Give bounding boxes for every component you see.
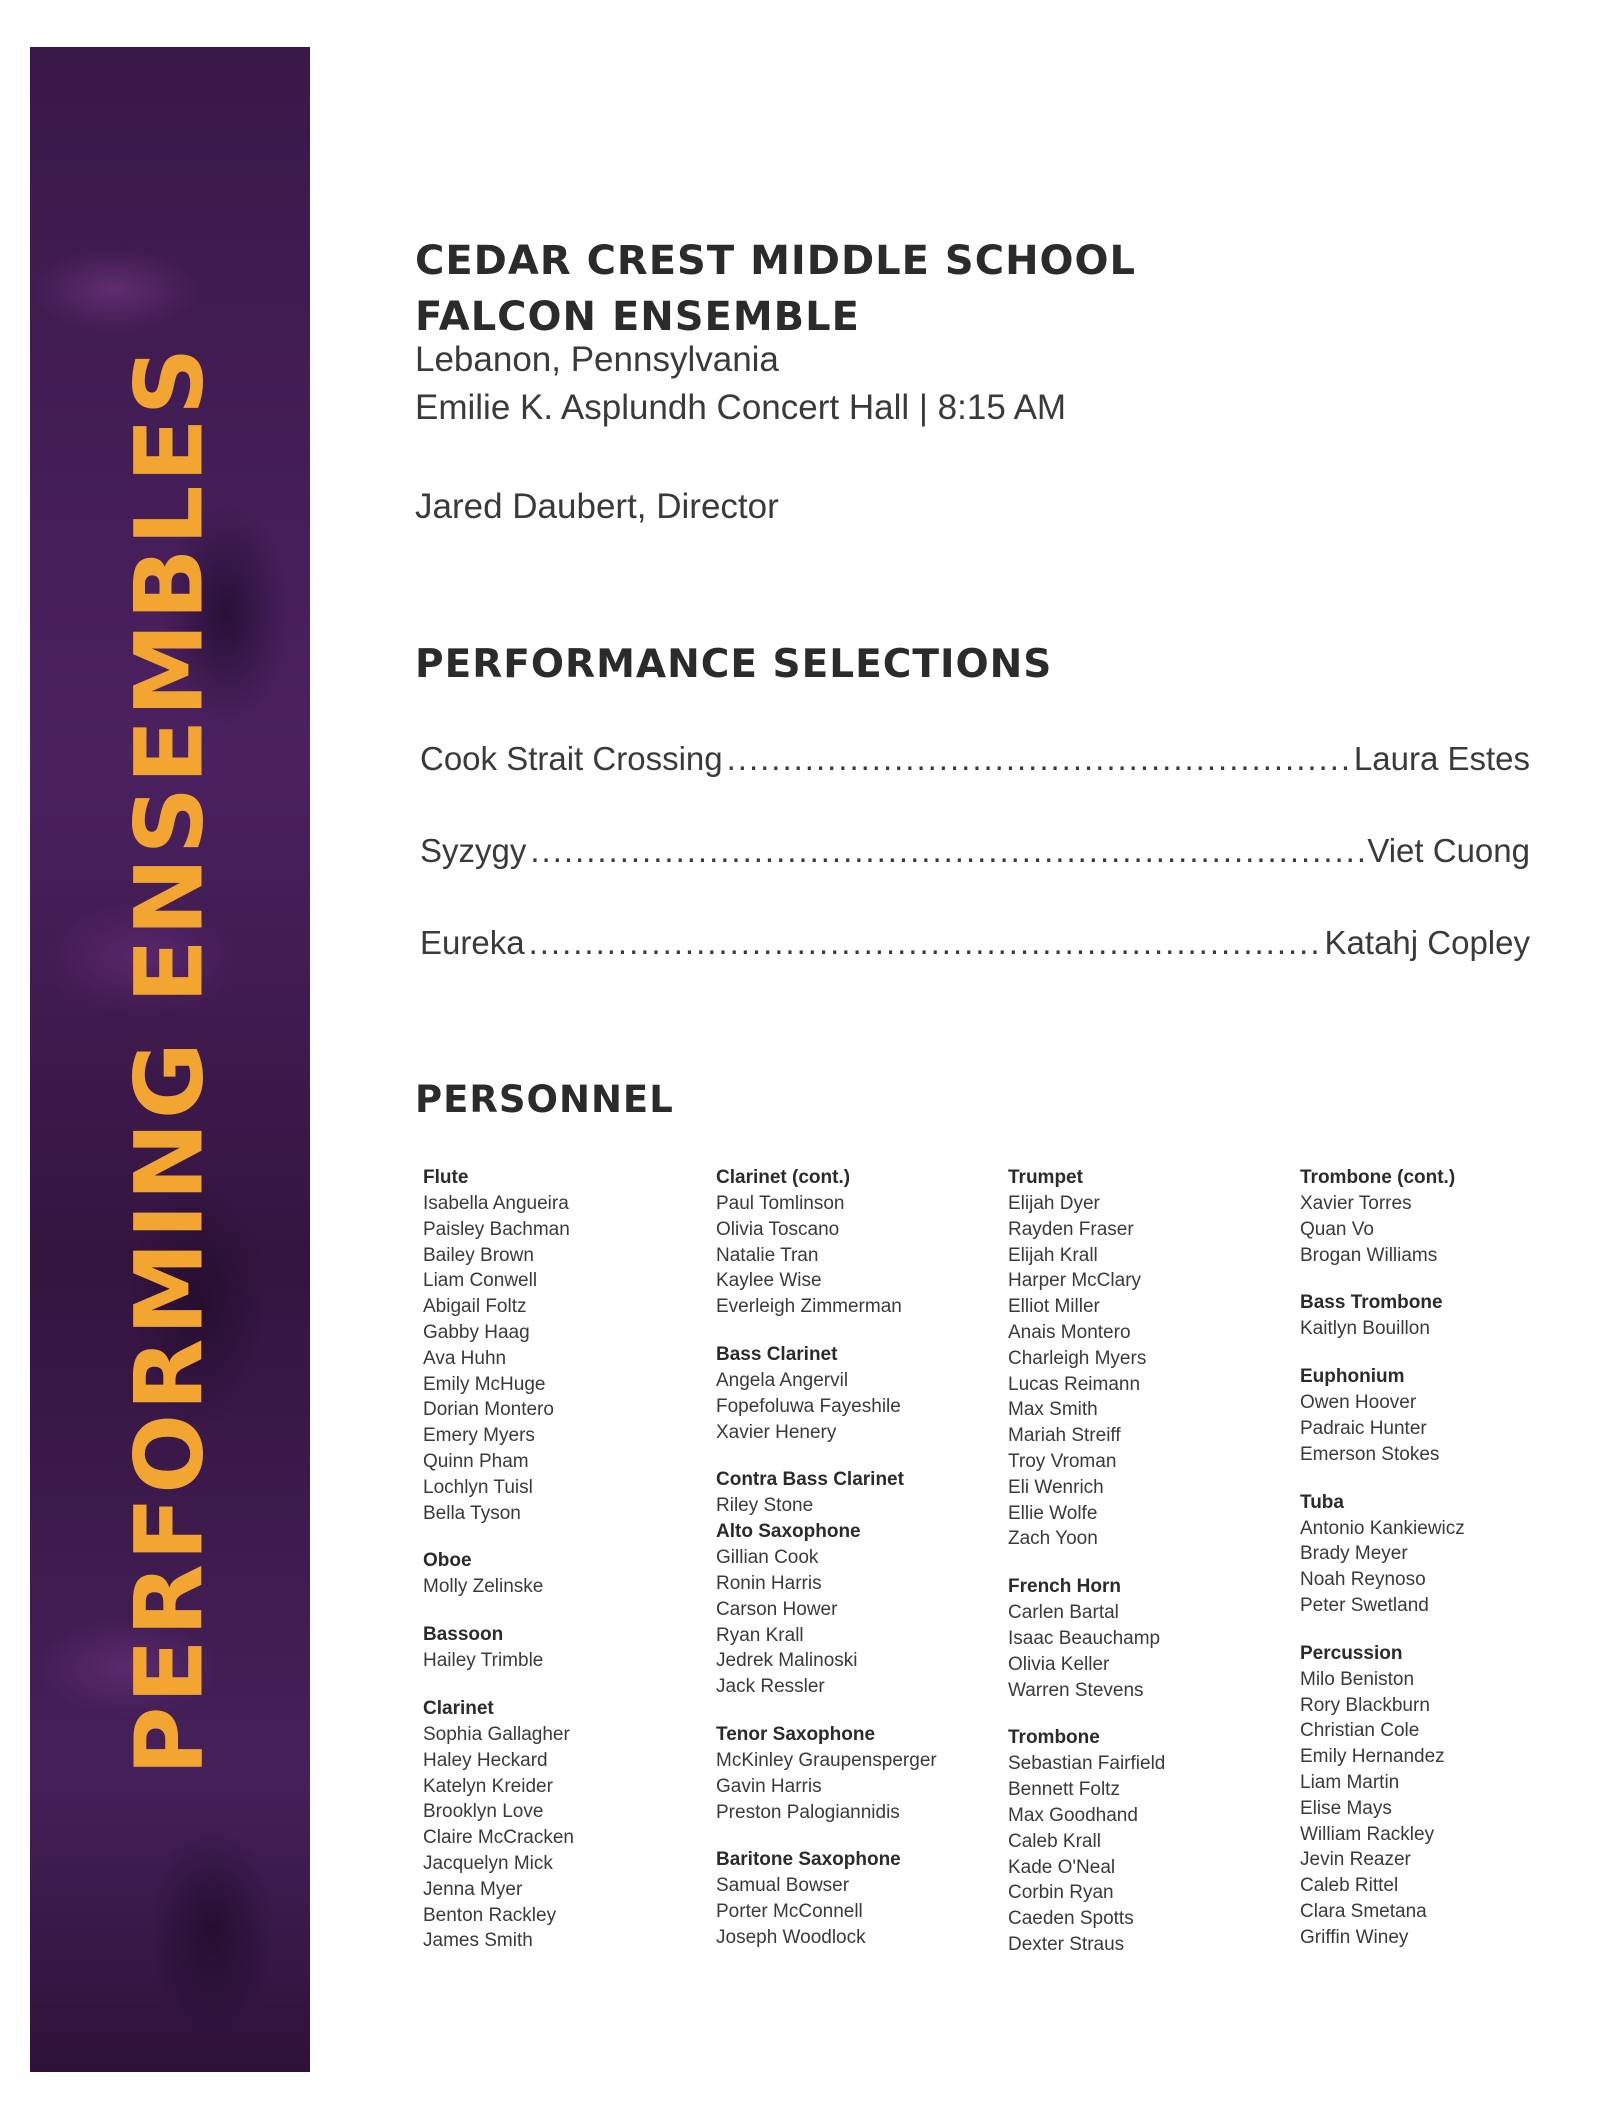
selection-row	[420, 740, 1530, 778]
instrument-section	[716, 1342, 986, 1445]
instrument-heading: French Horn	[1008, 1576, 1121, 1598]
member-name: Paisley Bachman	[423, 1218, 570, 1240]
member-name: Ava Huhn	[423, 1347, 507, 1369]
member-name: Kaitlyn Bouillon	[1300, 1318, 1430, 1340]
selection-title: Eureka	[420, 924, 525, 961]
instrument-heading: Flute	[423, 1167, 469, 1188]
instrument-heading: Alto Saxophone	[716, 1521, 861, 1543]
member-name: Kade O'Neal	[1008, 1856, 1116, 1878]
instrument-heading: Trombone	[1008, 1727, 1100, 1749]
instrument-section	[1300, 1364, 1570, 1467]
instrument-heading: Baritone Saxophone	[716, 1849, 901, 1871]
member-name: Molly Zelinske	[423, 1576, 544, 1598]
selection-row	[420, 832, 1530, 870]
member-name: McKinley Graupensperger	[716, 1749, 937, 1771]
instrument-section	[1008, 1165, 1278, 1552]
selection-composer: Viet Cuong	[1367, 832, 1530, 869]
member-name: Brooklyn Love	[423, 1801, 544, 1823]
dot-leader	[530, 832, 1363, 870]
member-name: Jack Ressler	[716, 1676, 825, 1698]
member-name: Liam Conwell	[423, 1270, 538, 1292]
member-name: Claire McCracken	[423, 1827, 574, 1849]
instrument-section	[423, 1696, 693, 1954]
instrument-section	[716, 1165, 986, 1320]
member-name: Porter McConnell	[716, 1901, 863, 1923]
member-name: Fopefoluwa Fayeshile	[716, 1395, 901, 1417]
member-name: Brogan Williams	[1300, 1244, 1438, 1266]
instrument-section	[1300, 1490, 1570, 1619]
member-name: Everleigh Zimmerman	[716, 1296, 902, 1318]
member-name: Padraic Hunter	[1300, 1417, 1427, 1439]
member-name: Dexter Straus	[1008, 1933, 1125, 1955]
member-name: Katelyn Kreider	[423, 1775, 553, 1797]
instrument-section	[1008, 1725, 1278, 1957]
instrument-heading: Trombone (cont.)	[1300, 1167, 1456, 1188]
member-name: Bennett Foltz	[1008, 1779, 1120, 1801]
member-name: Xavier Henery	[716, 1421, 837, 1443]
member-name: Sophia Gallagher	[423, 1723, 570, 1745]
school-name: CEDAR CREST MIDDLE SCHOOL	[415, 238, 1137, 284]
dot-leader	[529, 924, 1321, 962]
member-name: Ellie Wolfe	[1008, 1502, 1098, 1524]
instrument-section	[716, 1519, 986, 1700]
personnel-column-4	[1300, 1165, 1570, 1973]
instrument-heading: Euphonium	[1300, 1366, 1405, 1388]
personnel-column-1	[423, 1165, 693, 1976]
member-name: Harper McClary	[1008, 1270, 1142, 1292]
member-name: Elijah Krall	[1008, 1244, 1098, 1266]
instrument-heading: Clarinet	[423, 1697, 494, 1719]
member-name: Milo Beniston	[1300, 1668, 1415, 1690]
instrument-heading: Bass Clarinet	[716, 1343, 838, 1365]
member-name: Carlen Bartal	[1008, 1602, 1119, 1624]
member-name: Elliot Miller	[1008, 1296, 1100, 1318]
member-name: William Rackley	[1300, 1823, 1435, 1845]
member-name: Emily Hernandez	[1300, 1746, 1445, 1768]
selection-title: Cook Strait Crossing	[420, 740, 723, 777]
member-name: Jedrek Malinoski	[716, 1650, 858, 1672]
selection-composer: Laura Estes	[1353, 740, 1530, 777]
member-name: Caleb Rittel	[1300, 1875, 1399, 1897]
member-name: Carson Hower	[716, 1598, 838, 1620]
selections-heading: PERFORMANCE SELECTIONS	[415, 642, 1053, 687]
instrument-heading: Clarinet (cont.)	[716, 1167, 851, 1188]
member-name: Clara Smetana	[1300, 1900, 1427, 1922]
dot-leader	[727, 740, 1350, 778]
member-name: Warren Stevens	[1008, 1679, 1144, 1701]
selection-row	[420, 924, 1530, 962]
member-name: Riley Stone	[716, 1495, 814, 1517]
member-name: Lucas Reimann	[1008, 1373, 1141, 1395]
member-name: Ryan Krall	[716, 1624, 804, 1646]
member-name: Emily McHuge	[423, 1373, 546, 1395]
member-name: Kaylee Wise	[716, 1270, 822, 1292]
member-name: Preston Palogiannidis	[716, 1801, 900, 1823]
member-name: Emery Myers	[423, 1425, 535, 1447]
member-name: Antonio Kankiewicz	[1300, 1517, 1465, 1539]
instrument-heading: Percussion	[1300, 1642, 1403, 1664]
member-name: Gavin Harris	[716, 1775, 822, 1797]
member-name: Max Smith	[1008, 1399, 1098, 1421]
member-name: Isaac Beauchamp	[1008, 1627, 1161, 1649]
instrument-heading: Tuba	[1300, 1491, 1344, 1513]
instrument-section	[1300, 1165, 1570, 1268]
venue-time: Emilie K. Asplundh Concert Hall | 8:15 AM	[415, 388, 1067, 427]
member-name: Corbin Ryan	[1008, 1882, 1114, 1904]
member-name: Paul Tomlinson	[716, 1193, 845, 1214]
member-name: Dorian Montero	[423, 1399, 554, 1421]
side-banner	[30, 47, 310, 2072]
personnel-heading: PERSONNEL	[415, 1078, 674, 1121]
instrument-heading: Oboe	[423, 1550, 472, 1572]
member-name: Peter Swetland	[1300, 1594, 1429, 1616]
instrument-heading: Tenor Saxophone	[716, 1723, 876, 1745]
member-name: Ronin Harris	[716, 1572, 822, 1594]
location: Lebanon, Pennsylvania	[415, 340, 779, 379]
member-name: Rory Blackburn	[1300, 1694, 1430, 1716]
instrument-section	[423, 1622, 693, 1674]
member-name: Natalie Tran	[716, 1244, 819, 1266]
member-name: Olivia Toscano	[716, 1218, 840, 1240]
member-name: Troy Vroman	[1008, 1450, 1117, 1472]
member-name: Quinn Pham	[423, 1450, 529, 1472]
member-name: Bailey Brown	[423, 1244, 534, 1266]
instrument-section	[716, 1467, 986, 1519]
instrument-section	[1300, 1290, 1570, 1342]
member-name: Sebastian Fairfield	[1008, 1753, 1166, 1775]
instrument-heading: Bassoon	[423, 1624, 504, 1646]
member-name: Samual Bowser	[716, 1875, 850, 1897]
member-name: Bella Tyson	[423, 1502, 521, 1524]
instrument-section	[1008, 1574, 1278, 1703]
member-name: Owen Hoover	[1300, 1392, 1417, 1414]
member-name: Elise Mays	[1300, 1797, 1392, 1819]
selection-title: Syzygy	[420, 832, 527, 869]
member-name: Gabby Haag	[423, 1321, 530, 1343]
member-name: Angela Angervil	[716, 1369, 849, 1391]
member-name: Lochlyn Tuisl	[423, 1476, 533, 1498]
member-name: Zach Yoon	[1008, 1528, 1098, 1550]
member-name: Eli Wenrich	[1008, 1476, 1104, 1498]
member-name: Isabella Angueira	[423, 1193, 569, 1214]
member-name: Jenna Myer	[423, 1878, 523, 1900]
member-name: Gillian Cook	[716, 1547, 819, 1569]
member-name: Noah Reynoso	[1300, 1569, 1426, 1591]
member-name: Abigail Foltz	[423, 1296, 527, 1318]
selection-composer: Katahj Copley	[1324, 924, 1530, 961]
instrument-section	[716, 1722, 986, 1825]
member-name: Emerson Stokes	[1300, 1443, 1440, 1465]
member-name: Anais Montero	[1008, 1321, 1131, 1343]
member-name: Caleb Krall	[1008, 1830, 1101, 1852]
member-name: Mariah Streiff	[1008, 1425, 1121, 1447]
instrument-section	[1300, 1641, 1570, 1951]
banner-title: PERFORMING ENSEMBLES	[115, 344, 225, 1775]
member-name: Olivia Keller	[1008, 1653, 1110, 1675]
instrument-section	[423, 1165, 693, 1526]
instrument-heading: Bass Trombone	[1300, 1292, 1443, 1314]
member-name: Charleigh Myers	[1008, 1347, 1147, 1369]
personnel-column-3	[1008, 1165, 1278, 1980]
member-name: Max Goodhand	[1008, 1804, 1138, 1826]
instrument-heading: Trumpet	[1008, 1167, 1083, 1188]
ensemble-name: FALCON ENSEMBLE	[415, 294, 860, 340]
member-name: Jevin Reazer	[1300, 1849, 1411, 1871]
member-name: James Smith	[423, 1930, 533, 1952]
member-name: Jacquelyn Mick	[423, 1852, 553, 1874]
member-name: Hailey Trimble	[423, 1650, 544, 1672]
member-name: Xavier Torres	[1300, 1193, 1412, 1214]
member-name: Quan Vo	[1300, 1218, 1374, 1240]
member-name: Liam Martin	[1300, 1771, 1400, 1793]
member-name: Griffin Winey	[1300, 1926, 1409, 1948]
member-name: Brady Meyer	[1300, 1543, 1408, 1565]
instrument-heading: Contra Bass Clarinet	[716, 1469, 904, 1491]
member-name: Christian Cole	[1300, 1720, 1420, 1742]
member-name: Caeden Spotts	[1008, 1908, 1134, 1930]
instrument-section	[716, 1847, 986, 1950]
member-name: Elijah Dyer	[1008, 1193, 1100, 1214]
personnel-column-2	[716, 1165, 986, 1973]
member-name: Rayden Fraser	[1008, 1218, 1134, 1240]
member-name: Benton Rackley	[423, 1904, 557, 1926]
director: Jared Daubert, Director	[415, 487, 779, 526]
instrument-section	[423, 1548, 693, 1600]
member-name: Joseph Woodlock	[716, 1926, 866, 1948]
member-name: Haley Heckard	[423, 1749, 548, 1771]
